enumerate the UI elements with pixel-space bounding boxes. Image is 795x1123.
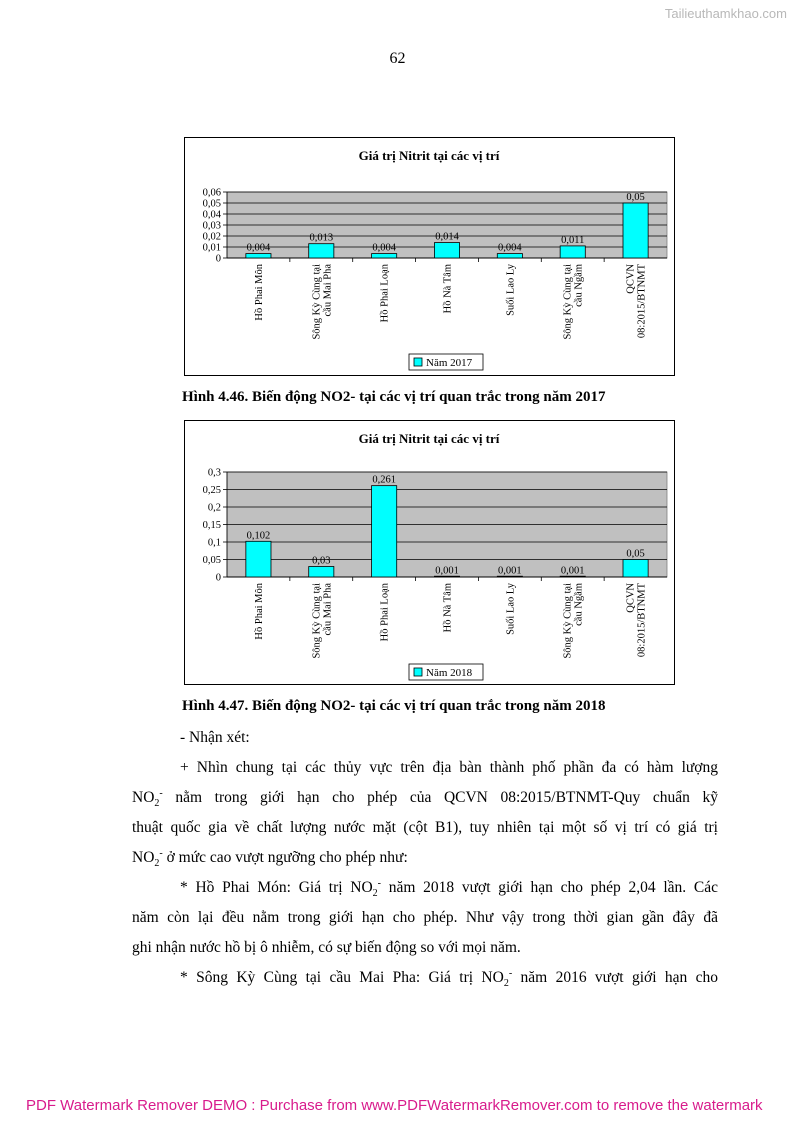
y-tick-label: 0,05 <box>202 198 221 210</box>
category-label-line: Hồ Nà Tâm <box>442 264 454 314</box>
category-label <box>626 582 648 657</box>
category-label <box>505 582 516 635</box>
category-label <box>311 264 333 340</box>
category-label-line: cầu Mai Pha <box>322 583 334 636</box>
y-tick-label: 0 <box>215 572 221 584</box>
category-label-line: Hồ Phai Loạn <box>379 264 391 323</box>
y-tick-label: 0,06 <box>202 187 221 199</box>
category-label-line: Sông Kỳ Cùng tại <box>562 583 574 659</box>
category-label-line: Sông Kỳ Cùng tại <box>311 264 323 340</box>
y-tick-label: 0,3 <box>207 467 221 479</box>
bar <box>309 567 334 578</box>
paragraph-1-line-4: $NO_2^-$ ở mức cao vượt ngưỡng cho phép như: <box>132 847 408 870</box>
category-label-line: Suối Lao Ly <box>505 583 517 635</box>
category-label-line: 08:2015/BTNMT <box>636 264 648 339</box>
legend-swatch <box>414 358 422 366</box>
data-label: 0,001 <box>435 565 459 577</box>
bar <box>434 243 459 258</box>
paragraph-1-line-1: + Nhìn chung tại các thủy vực trên địa bàn thành phố phần đa có hàm lượng <box>180 759 718 776</box>
category-label-line: Sông Kỳ Cùng tại <box>311 583 323 659</box>
category-label <box>626 263 648 338</box>
bar <box>246 254 271 258</box>
paragraph-3-line-1: * Sông Kỳ Cùng tại cầu Mai Pha: Giá trị $NO_2^-$ năm 2016 vượt giới hạn cho <box>180 967 718 990</box>
chart-title: Giá trị Nitrit tại các vị trí <box>358 148 500 163</box>
data-label: 0,03 <box>312 555 331 567</box>
figure-caption-4-47: Hình 4.47. Biến động NO2- tại các vị trí quan trắc trong năm 2018 <box>182 698 606 714</box>
category-label-line: cầu Ngầm <box>573 264 585 307</box>
category-label <box>380 263 391 322</box>
data-label: 0,004 <box>372 242 396 254</box>
bar <box>623 560 648 578</box>
bar <box>246 541 271 577</box>
data-label: 0,004 <box>246 242 271 254</box>
category-label <box>505 263 516 316</box>
category-label-line: QCVN <box>625 264 637 294</box>
no2-formula: $NO_2^-$ <box>132 847 163 870</box>
data-label: 0,261 <box>372 474 396 486</box>
bar <box>560 246 585 258</box>
category-label <box>380 582 391 641</box>
category-label-line: Hồ Phai Môn <box>253 264 265 321</box>
data-label: 0,013 <box>309 232 334 244</box>
legend-swatch <box>414 668 422 676</box>
y-tick-label: 0,1 <box>207 537 221 549</box>
bar <box>623 203 648 258</box>
y-tick-label: 0,03 <box>202 220 221 232</box>
body-text <box>132 723 718 993</box>
category-label <box>311 583 333 659</box>
category-label-line: cầu Mai Pha <box>322 264 334 317</box>
y-tick-label: 0 <box>215 253 221 265</box>
category-label-line: Suối Lao Ly <box>505 264 517 316</box>
category-label-line: Hồ Phai Loạn <box>379 583 391 642</box>
data-label: 0,001 <box>560 565 585 577</box>
y-tick-label: 0,15 <box>202 520 221 531</box>
bar <box>497 254 522 258</box>
category-label <box>563 583 585 659</box>
data-label: 0,014 <box>435 231 459 243</box>
data-label: 0,102 <box>246 530 271 542</box>
data-label: 0,011 <box>561 234 585 246</box>
site-watermark: Tailieuthamkhao.com <box>664 6 787 21</box>
category-label-line: QCVN <box>625 583 637 613</box>
data-label: 0,05 <box>626 548 645 560</box>
y-tick-label: 0,01 <box>202 242 221 254</box>
figure-caption-4-46: Hình 4.46. Biến động NO2- tại các vị trí quan trắc trong năm 2017 <box>182 389 606 405</box>
legend-label: Năm 2017 <box>426 357 473 369</box>
paragraph-1-line-2: $NO_2^-$ nằm trong giới hạn cho phép của QCVN 08:2015/BTNMT-Quy chuẩn kỹ <box>132 787 718 810</box>
paragraph-1-line-3: thuật quốc gia về chất lượng nước mặt (cột B1), tuy nhiên tại một số vị trí có giá trị <box>132 819 718 836</box>
pdf-watermark-banner: PDF Watermark Remover DEMO : Purchase from www.PDFWatermarkRemover.com to remove the watermark <box>26 1097 763 1114</box>
no2-formula: $NO_2^-$ <box>132 787 163 810</box>
paragraph-2-line-3: ghi nhận nước hồ bị ô nhiễm, có sự biến động so với mọi năm. <box>132 939 521 956</box>
y-tick-label: 0,25 <box>202 485 221 496</box>
y-tick-label: 0,2 <box>207 502 221 514</box>
chart-svg-2017 <box>185 138 674 375</box>
category-label-line: Hồ Phai Môn <box>253 583 265 640</box>
category-label <box>254 582 265 639</box>
chart-nitrite-2017 <box>184 137 675 376</box>
bar <box>372 254 397 258</box>
y-tick-label: 0,02 <box>202 231 221 243</box>
page-number: 62 <box>389 50 406 67</box>
data-label: 0,004 <box>498 242 522 254</box>
category-label <box>254 263 265 320</box>
category-label <box>563 264 585 340</box>
paragraph-2-line-1: * Hồ Phai Món: Giá trị $NO_2^-$ năm 2018 vượt giới hạn cho phép 2,04 lần. Các <box>180 877 718 900</box>
category-label-line: Sông Kỳ Cùng tại <box>562 264 574 340</box>
legend-label: Năm 2018 <box>426 667 473 679</box>
chart-title: Giá trị Nitrit tại các vị trí <box>358 431 500 446</box>
y-tick-label: 0,05 <box>202 555 221 566</box>
chart-svg-2018 <box>185 421 674 684</box>
data-label: 0,05 <box>626 192 645 203</box>
category-label <box>443 583 454 632</box>
bar <box>309 244 334 258</box>
data-label: 0,001 <box>498 565 522 577</box>
paragraph-2-line-2: năm còn lại đều nằm trong giới hạn cho phép. Như vậy trong thời gian gần đây đã <box>132 909 718 926</box>
remark-heading: - Nhận xét: <box>180 729 250 746</box>
y-tick-label: 0,04 <box>202 209 221 221</box>
category-label-line: cầu Ngầm <box>573 583 585 626</box>
chart-nitrite-2018 <box>184 420 675 685</box>
category-label-line: Hồ Nà Tâm <box>442 583 454 633</box>
category-label <box>443 264 454 313</box>
category-label-line: 08:2015/BTNMT <box>636 583 648 658</box>
bar <box>372 486 397 577</box>
